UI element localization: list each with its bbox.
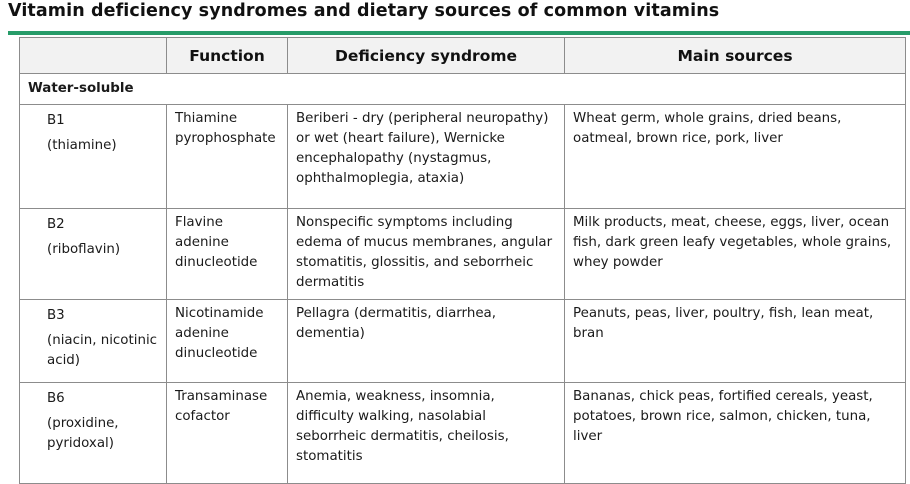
- function-cell: Transaminase cofactor: [167, 383, 288, 484]
- table-row: [20, 383, 906, 484]
- header-vitamin: [20, 38, 167, 74]
- section-label: Water-soluble: [20, 74, 906, 105]
- header-deficiency: Deficiency syndrome: [288, 38, 565, 74]
- sources-cell: Milk products, meat, cheese, eggs, liver, ocean fish, dark green leafy vegetables, whole grains, whey powder: [565, 209, 906, 300]
- vitamin-code: B6: [47, 391, 65, 406]
- sources-cell: Bananas, chick peas, fortified cereals, yeast, potatoes, brown rice, salmon, chicken, tuna, liver: [565, 383, 906, 484]
- vitamin-name: (niacin, nicotinic acid): [47, 333, 158, 368]
- vitamin-table: [19, 37, 906, 484]
- function-cell: Nicotinamide adenine dinucleotide: [167, 300, 288, 383]
- vitamin-name: (proxidine, pyridoxal): [47, 416, 119, 451]
- vitamin-cell: [20, 105, 167, 209]
- deficiency-cell: Beriberi - dry (peripheral neuropathy) or wet (heart failure), Wernicke encephalopathy (nystagmus, ophthalmoplegia, ataxia): [288, 105, 565, 209]
- deficiency-cell: Pellagra (dermatitis, diarrhea, dementia): [288, 300, 565, 383]
- title-divider: [8, 31, 910, 35]
- page-title: Vitamin deficiency syndromes and dietary sources of common vitamins: [8, 1, 720, 21]
- deficiency-cell: Anemia, weakness, insomnia, difficulty walking, nasolabial seborrheic dermatitis, cheilosis, stomatitis: [288, 383, 565, 484]
- vitamin-cell: [20, 209, 167, 300]
- vitamin-name: (riboflavin): [47, 242, 121, 257]
- vitamin-code: B2: [47, 217, 65, 232]
- section-row: [20, 74, 906, 105]
- function-cell: Thiamine pyrophosphate: [167, 105, 288, 209]
- vitamin-cell: [20, 383, 167, 484]
- deficiency-cell: Nonspecific symptoms including edema of mucus membranes, angular stomatitis, glossitis, and seborrheic dermatitis: [288, 209, 565, 300]
- table-row: [20, 300, 906, 383]
- vitamin-code: B1: [47, 113, 65, 128]
- table-row: [20, 209, 906, 300]
- function-cell: Flavine adenine dinucleotide: [167, 209, 288, 300]
- vitamin-cell: [20, 300, 167, 383]
- table-row: [20, 105, 906, 209]
- sources-cell: Peanuts, peas, liver, poultry, fish, lean meat, bran: [565, 300, 906, 383]
- vitamin-name: (thiamine): [47, 138, 117, 153]
- header-row: [20, 38, 906, 74]
- sources-cell: Wheat germ, whole grains, dried beans, oatmeal, brown rice, pork, liver: [565, 105, 906, 209]
- header-function: Function: [167, 38, 288, 74]
- vitamin-code: B3: [47, 308, 65, 323]
- header-sources: Main sources: [565, 38, 906, 74]
